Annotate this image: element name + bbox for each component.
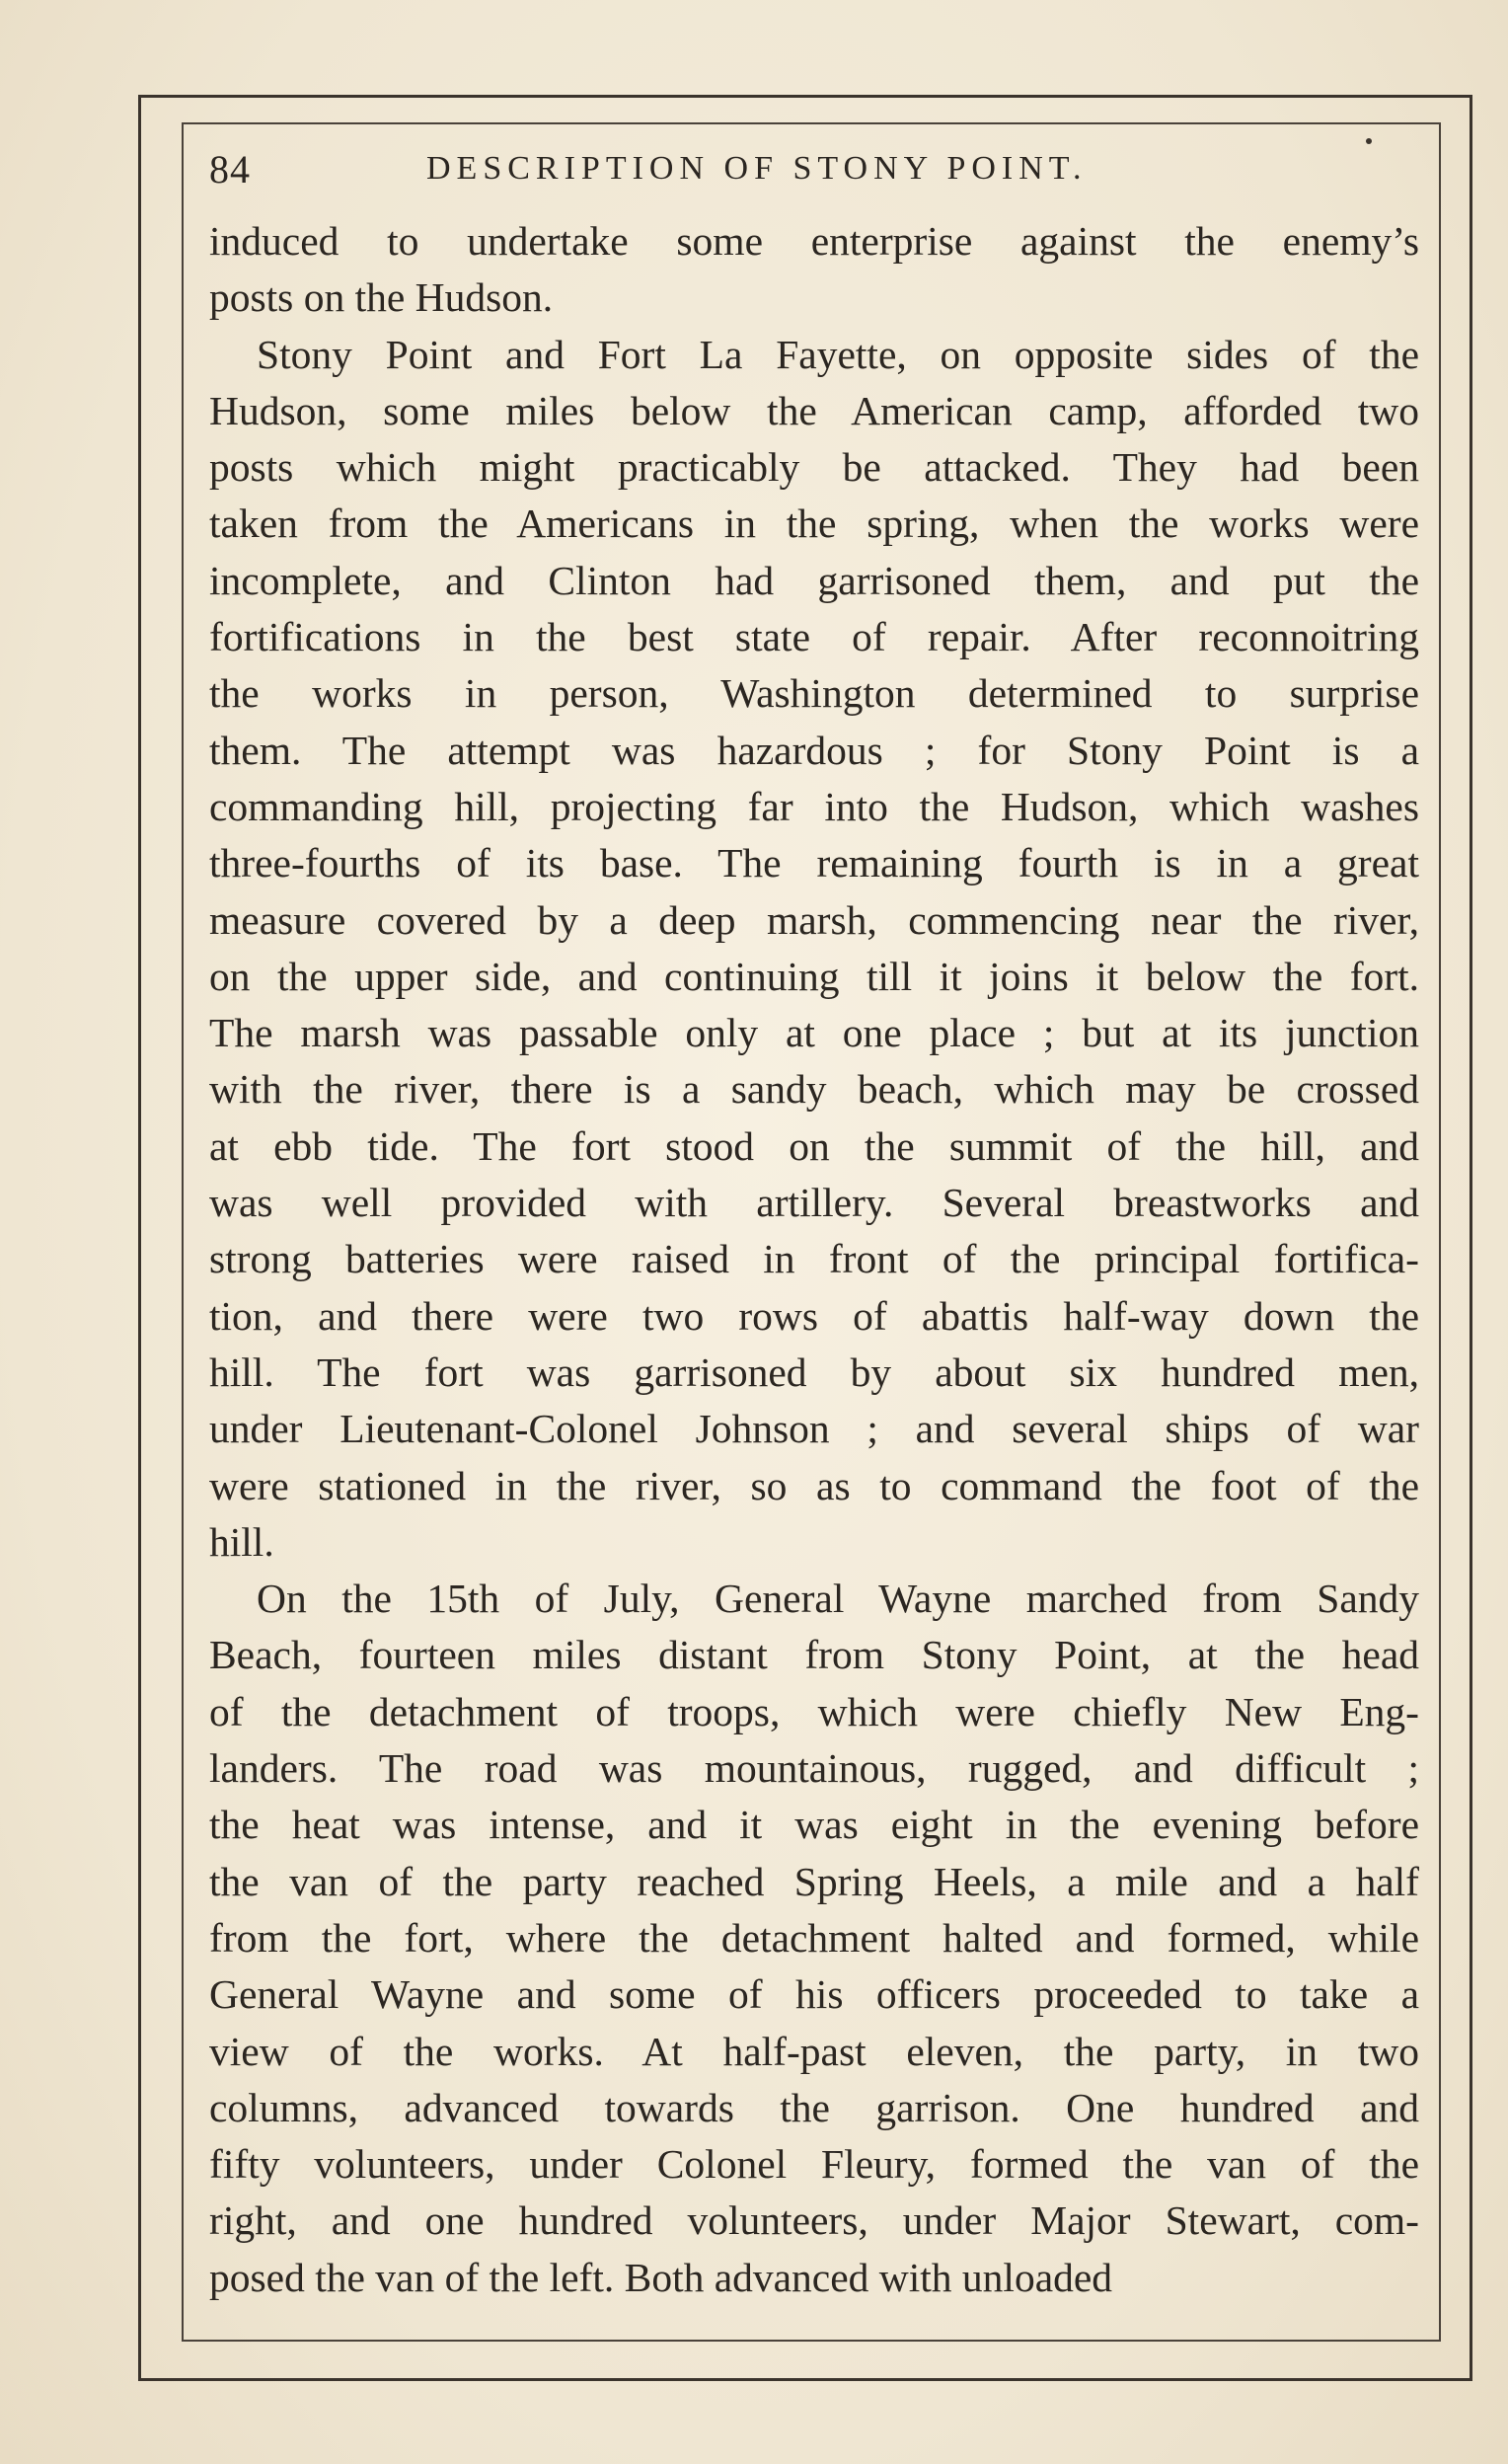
text-line: taken from the Americans in the spring, when the works were: [209, 500, 1419, 547]
text-line: incomplete, and Clinton had garrisoned them, and put the: [209, 557, 1419, 603]
text-line: them. The attempt was hazardous ; for Stony Point is a: [209, 727, 1419, 773]
text-line: Hudson, some miles below the American camp, afforded two: [209, 387, 1419, 433]
text-line: were stationed in the river, so as to command the foot of the: [209, 1462, 1419, 1508]
text-line: right, and one hundred volunteers, under Major Stewart, com-: [209, 2197, 1419, 2244]
text-line: the van of the party reached Spring Heels, a mile and a half: [209, 1858, 1419, 1904]
text-line: tion, and there were two rows of abattis half-way down the: [209, 1292, 1419, 1339]
text-line: landers. The road was mountainous, rugged, and difficult ;: [209, 1745, 1419, 1792]
text-line: On the 15th of July, General Wayne marched from Sandy: [257, 1576, 1419, 1622]
text-line: with the river, there is a sandy beach, which may be crossed: [209, 1066, 1419, 1113]
text-line: fortifications in the best state of repair. After reconnoitring: [209, 614, 1419, 660]
text-line: posed the van of the left. Both advanced with unloaded: [209, 2254, 1113, 2300]
paragraph: [209, 213, 1419, 327]
text-line: posts on the Hudson.: [209, 274, 554, 321]
text-line: columns, advanced towards the garrison. One hundred and: [209, 2084, 1419, 2130]
text-line: the heat was intense, and it was eight in the evening before: [209, 1802, 1419, 1848]
text-line: The marsh was passable only at one place ; but at its junction: [209, 1010, 1419, 1056]
text-line: Stony Point and Fort La Fayette, on opposite sides of the: [257, 331, 1419, 377]
text-line: at ebb tide. The fort stood on the summit of the hill, and: [209, 1122, 1419, 1169]
text-line: strong batteries were raised in front of the principal fortifica-: [209, 1236, 1419, 1282]
text-line: the works in person, Washington determined to surprise: [209, 670, 1419, 717]
text-line: from the fort, where the detachment halted and formed, while: [209, 1914, 1419, 1961]
text-line: commanding hill, projecting far into the Hudson, which washes: [209, 783, 1419, 829]
paragraph: [209, 327, 1419, 1572]
print-dot-mark: [1366, 138, 1372, 144]
text-line: Beach, fourteen miles distant from Stony Point, at the head: [209, 1632, 1419, 1678]
page-number: 84: [209, 147, 251, 192]
text-line: on the upper side, and continuing till it joins it below the fort.: [209, 953, 1419, 999]
text-line: was well provided with artillery. Several breastworks and: [209, 1180, 1419, 1226]
body-text: [209, 213, 1419, 2306]
text-line: of the detachment of troops, which were chiefly New Eng-: [209, 1688, 1419, 1734]
text-line: view of the works. At half-past eleven, the party, in two: [209, 2028, 1419, 2074]
text-line: fifty volunteers, under Colonel Fleury, formed the van of the: [209, 2141, 1419, 2188]
text-line: hill.: [209, 1518, 274, 1565]
text-line: under Lieutenant-Colonel Johnson ; and several ships of war: [209, 1406, 1419, 1452]
text-line: posts which might practicably be attacked. They had been: [209, 444, 1419, 491]
page-header: [209, 146, 1226, 205]
text-line: induced to undertake some enterprise against the enemy’s: [209, 218, 1419, 264]
text-line: General Wayne and some of his officers proceeded to take a: [209, 1971, 1419, 2018]
text-line: three-fourths of its base. The remaining fourth is in a great: [209, 840, 1419, 886]
running-title: DESCRIPTION OF STONY POINT.: [426, 150, 1088, 187]
text-line: hill. The fort was garrisoned by about six hundred men,: [209, 1348, 1419, 1395]
text-line: measure covered by a deep marsh, commencing near the river,: [209, 896, 1419, 943]
paragraph: [209, 1571, 1419, 2306]
